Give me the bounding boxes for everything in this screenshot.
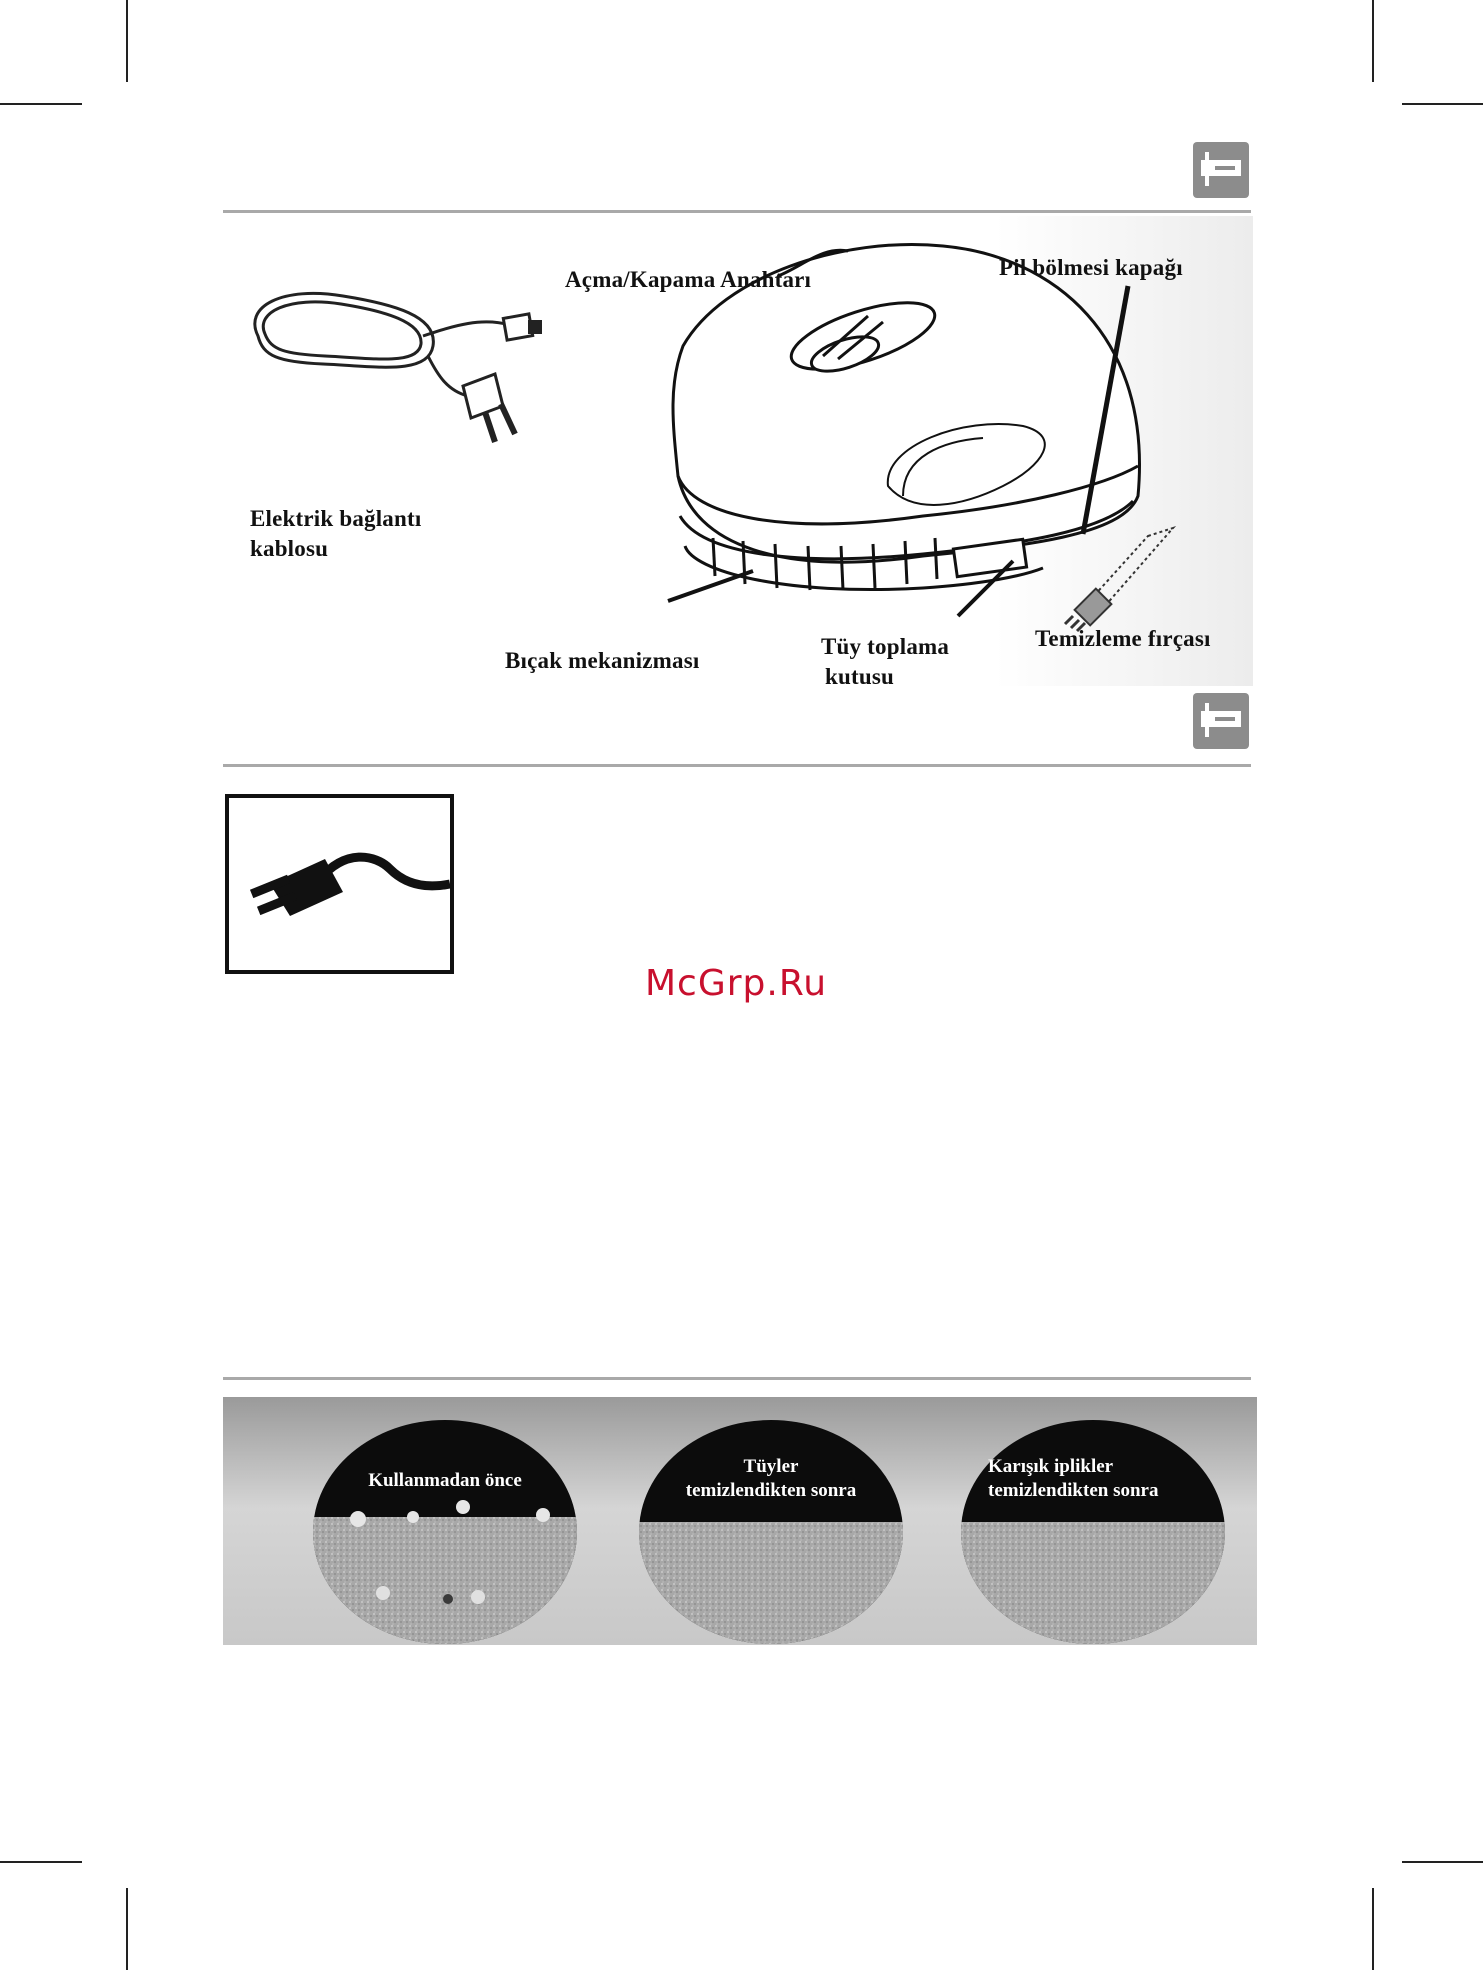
label-after-lint-line2: temizlendikten sonra	[685, 1480, 857, 1501]
lens-after-lint	[623, 1417, 923, 1645]
crop-mark	[1402, 103, 1483, 105]
label-brush: Temizleme fırçası	[1035, 626, 1211, 651]
crop-mark	[0, 1861, 82, 1863]
label-battery-cover: Pil bölmesi kapağı	[999, 255, 1183, 280]
label-cable-line2: kablosu	[250, 536, 329, 561]
label-after-lint-line1: Tüyler	[743, 1456, 799, 1477]
crop-mark	[0, 103, 82, 105]
section-divider	[223, 210, 1251, 213]
watermark: McGrp.Ru	[645, 963, 828, 1004]
label-blade: Bıçak mekanizması	[505, 648, 700, 673]
crop-mark	[126, 1888, 128, 1970]
section-divider	[223, 764, 1251, 767]
label-switch: Açma/Kapama Anahtarı	[565, 267, 812, 292]
power-plug-icon	[225, 794, 454, 974]
label-before: Kullanmadan önce	[368, 1470, 522, 1491]
product-diagram	[223, 216, 1253, 689]
label-cable-line1: Elektrik bağlantı	[250, 506, 422, 531]
crop-mark	[1402, 1861, 1483, 1863]
crop-mark	[1372, 1888, 1374, 1970]
tab-marker-icon	[1193, 142, 1249, 198]
section-divider	[223, 1377, 1251, 1380]
lens-before	[303, 1417, 593, 1645]
label-after-threads-line1: Karışık iplikler	[988, 1456, 1114, 1477]
results-photo-panel	[223, 1397, 1257, 1645]
tab-marker-icon	[1193, 693, 1249, 749]
crop-mark	[1372, 0, 1374, 82]
label-lint-box-line1: Tüy toplama	[821, 634, 950, 659]
lens-after-threads	[943, 1417, 1243, 1645]
label-lint-box-line2: kutusu	[825, 664, 894, 689]
label-after-threads-line2: temizlendikten sonra	[988, 1480, 1159, 1501]
crop-mark	[126, 0, 128, 82]
